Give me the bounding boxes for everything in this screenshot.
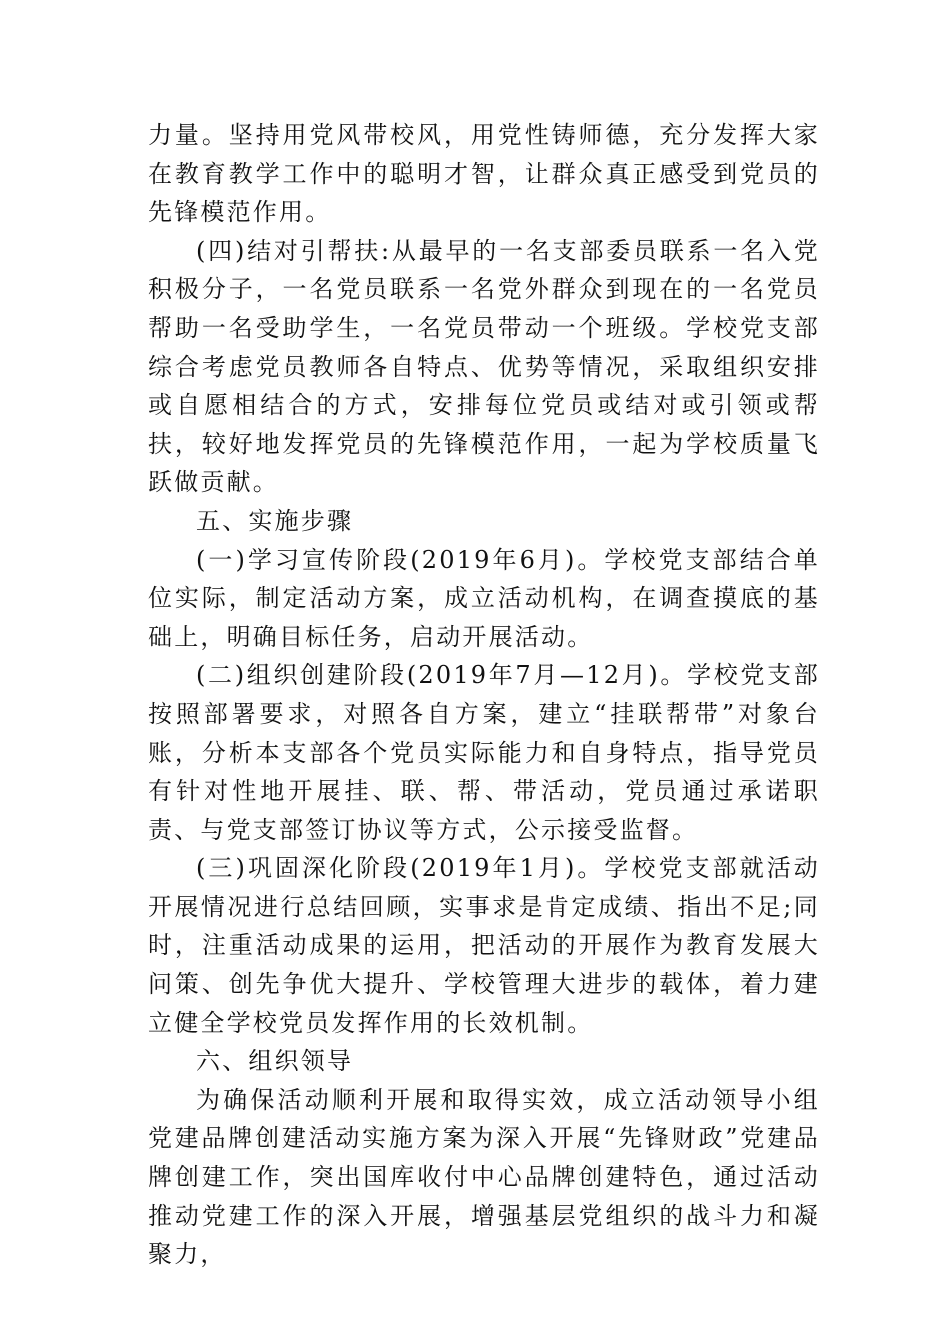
paragraph-study-promotion-stage: (一)学习宣传阶段(2019年6月)。学校党支部结合单位实际，制定活动方案，成立活动机构，在调查摸底的基础上，明确目标任务，启动开展活动。	[148, 545, 820, 651]
document-body	[148, 116, 820, 1274]
section-heading-organizational-leadership: 六、组织领导	[196, 1047, 354, 1076]
paragraph-leadership-group: 为确保活动顺利开展和取得实效，成立活动领导小组党建品牌创建活动实施方案为深入开展“先锋财政”党建品牌创建工作，突出国库收付中心品牌创建特色，通过活动推动党建工作的深入开展，增强基层党组织的战斗力和凝聚力，	[148, 1085, 820, 1269]
paragraph-organization-building-stage: (二)组织创建阶段(2019年7月—12月)。学校党支部按照部署要求，对照各自方案，建立“挂联帮带”对象台账，分析本支部各个党员实际能力和自身特点，指导党员有针对性地开展挂、联、帮、带活动，党员通过承诺职责、与党支部签订协议等方式，公示接受监督。	[148, 661, 820, 844]
paragraph-pairing-support: (四)结对引帮扶:从最早的一名支部委员联系一名入党积极分子，一名党员联系一名党外群众到现在的一名党员帮助一名受助学生，一名党员带动一个班级。学校党支部综合考虑党员教师各自特点、优势等情况，采取组织安排或自愿相结合的方式，安排每位党员或结对或引领或帮扶，较好地发挥党员的先锋模范作用，一起为学校质量飞跃做贡献。	[148, 236, 820, 497]
paragraph-consolidation-stage: (三)巩固深化阶段(2019年1月)。学校党支部就活动开展情况进行总结回顾，实事求是肯定成绩、指出不足;同时，注重活动成果的运用，把活动的开展作为教育发展大问策、创先争优大提升、学校管理大进步的载体，着力建立健全学校党员发挥作用的长效机制。	[148, 854, 820, 1037]
section-heading-implementation-steps: 五、实施步骤	[196, 506, 354, 535]
paragraph-continuation: 力量。坚持用党风带校风，用党性铸师德，充分发挥大家在教育教学工作中的聪明才智，让群众真正感受到党员的先锋模范作用。	[148, 121, 820, 227]
